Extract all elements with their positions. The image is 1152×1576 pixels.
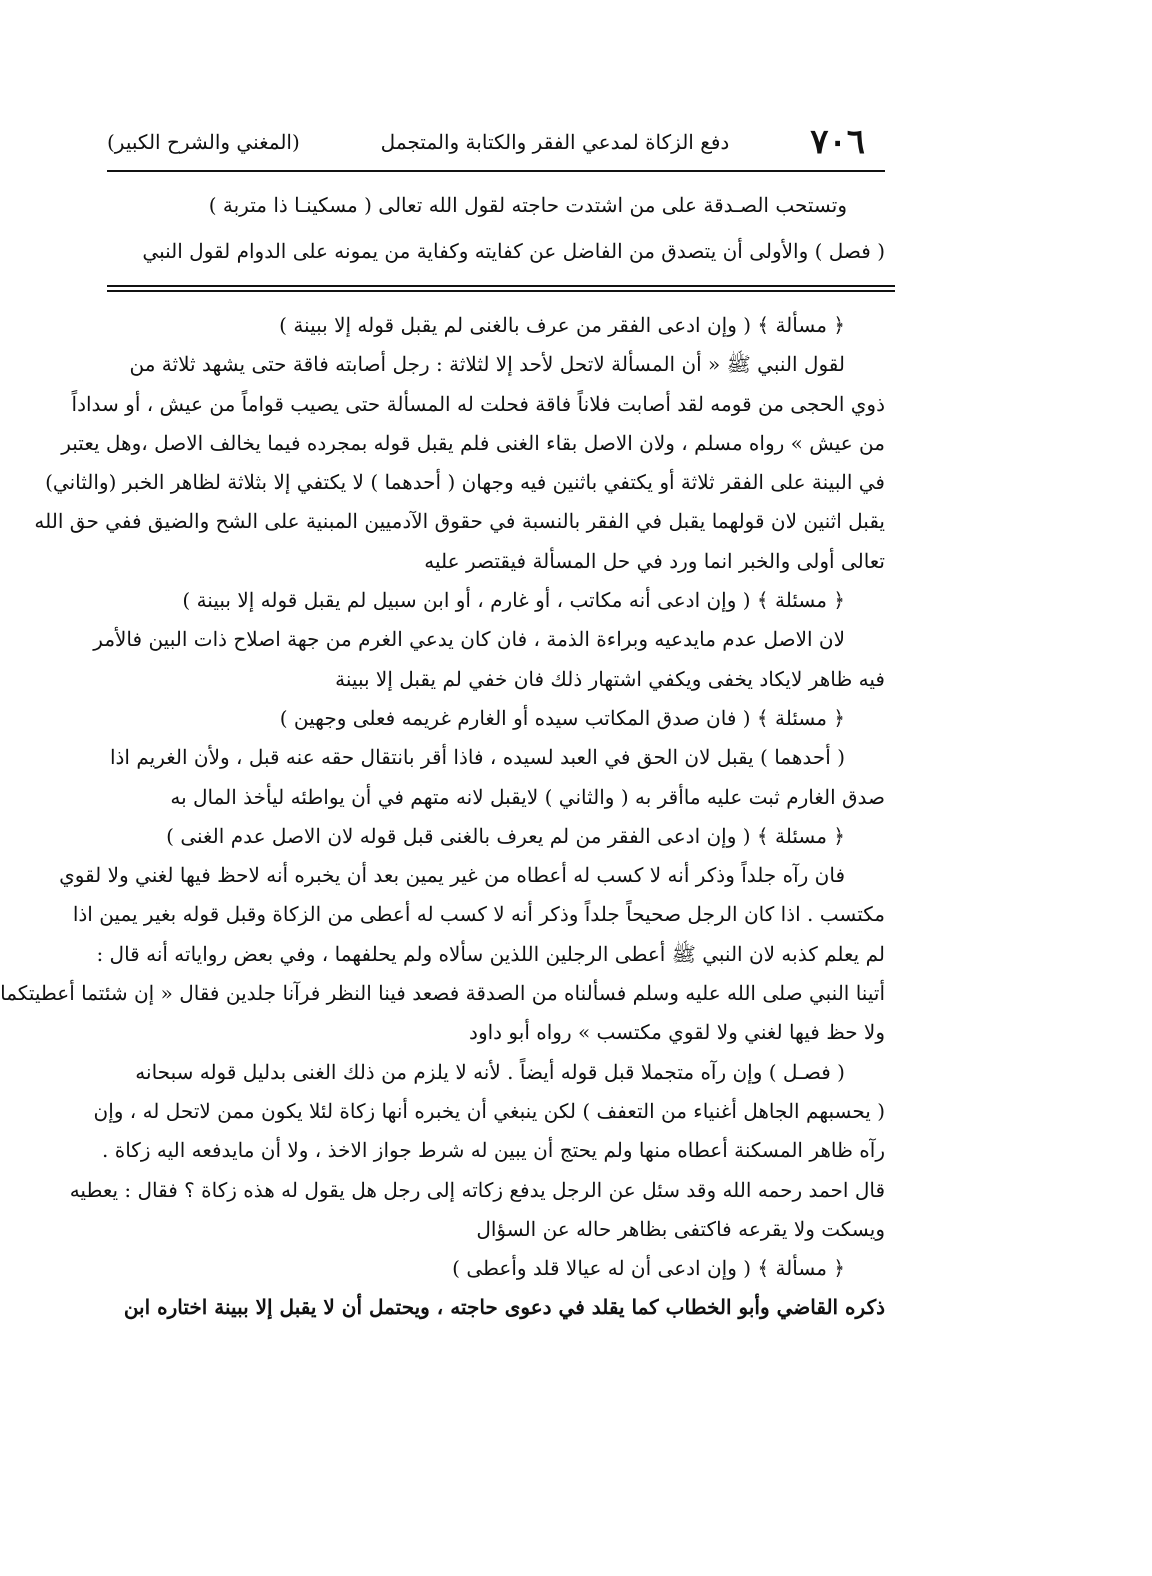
text-line: أتينا النبي صلى الله عليه وسلم فسألناه من الصدقة فصعد فينا النظر فرآنا جلدين فقال « إن شئتما أعطيتكما — [0, 981, 885, 1006]
page-number: ٧٠٦ — [810, 122, 865, 162]
text-line: فيه ظاهر لايكاد يخفى ويكفي اشتهار ذلك فان خفي لم يقبل إلا ببينة — [335, 666, 885, 691]
text-line: تعالى أولى والخبر انما ورد في حل المسألة فيقتصر عليه — [424, 548, 885, 573]
running-title: دفع الزكاة لمدعي الفقر والكتابة والمتجمل — [380, 130, 730, 154]
text-line: ( أحدهما ) يقبل لان الحق في العبد لسيده ، فاذا أقر بانتقال حقه عنه قبل ، ولأن الغريم اذا — [109, 745, 845, 770]
text-line: لقول النبي ﷺ « أن المسألة لاتحل لأحد إلا لثلاثة : رجل أصابته فاقة حتى يشهد ثلاثة من — [129, 352, 845, 377]
commentary-line: وتستحب الصـدقة على من اشتدت حاجته لقول الله تعالى ( مسكينـا ذا متربة ) — [208, 193, 847, 217]
text-line: رآه ظاهر المسكنة أعطاه منها ولم يحتج أن يبين له شرط جواز الاخذ ، ولا أن مايدفعه اليه زكاة . — [102, 1138, 885, 1163]
text-line: ذوي الحجى من قومه لقد أصابت فلاناً فاقة فحلت له المسألة حتى يصيب قواماً من عيش ، أو سداداً — [71, 391, 885, 416]
section-divider — [107, 285, 895, 295]
commentary-line: ( فصل ) والأولى أن يتصدق من الفاضل عن كفايته وكفاية من يمونه على الدوام لقول النبي — [142, 239, 885, 263]
text-line: ويسكت ولا يقرعه فاكتفى بظاهر حاله عن السؤال — [476, 1216, 885, 1241]
masala-heading: ﴿ مسئلة ﴾ ( وإن ادعى الفقر من لم يعرف بالغنى قبل قوله لان الاصل عدم الغنى ) — [166, 823, 845, 848]
masala-heading: ﴿ مسئلة ﴾ ( فان صدق المكاتب سيده أو الغارم غريمه فعلى وجهين ) — [279, 705, 845, 730]
text-line: لان الاصل عدم مايدعيه وبراءة الذمة ، فان كان يدعي الغرم من جهة اصلاح ذات البين فالأمر — [93, 627, 845, 652]
text-line: فان رآه جلداً وذكر أنه لا كسب له أعطاه من غير يمين بعد أن يخبره أنه لاحظ فيها لغني ولا لقوي — [59, 863, 845, 888]
main-text-block — [0, 306, 885, 1328]
text-line: ( فصـل ) وإن رآه متجملا قبل قوله أيضاً . لأنه لا يلزم من ذلك الغنى بدليل قوله سبحانه — [135, 1059, 845, 1084]
book-title: (المغني والشرح الكبير) — [107, 130, 300, 154]
page-header — [107, 118, 865, 166]
text-line: ولا حظ فيها لغني ولا لقوي مكتسب » رواه أبو داود — [469, 1020, 885, 1045]
text-line: من عيش » رواه مسلم ، ولان الاصل بقاء الغنى فلم يقبل قوله بمجرده فيما يخالف الاصل ،وهل يعتبر — [61, 430, 885, 455]
masala-heading: ﴿ مسألة ﴾ ( وإن ادعى الفقر من عرف بالغنى لم يقبل قوله إلا ببينة ) — [279, 313, 845, 337]
text-line: ( يحسبهم الجاهل أغنياء من التعفف ) لكن ينبغي أن يخبره أنها زكاة لئلا يكون ممن لاتحل له ، وإن — [93, 1098, 885, 1123]
text-line: صدق الغارم ثبت عليه ماأقر به ( والثاني ) لايقبل لانه متهم في أن يواطئه ليأخذ المال به — [170, 784, 885, 809]
text-line: مكتسب . اذا كان الرجل صحيحاً جلداً وذكر أنه لا كسب له أعطى من الزكاة وقبل قوله بغير يمين اذا — [72, 902, 885, 927]
text-line: قال احمد رحمه الله وقد سئل عن الرجل يدفع زكاته إلى رجل هل يقول له هذه زكاة ؟ فقال : يعطيه — [69, 1177, 885, 1202]
text-line: ذكره القاضي وأبو الخطاب كما يقلد في دعوى حاجته ، ويحتمل أن لا يقبل إلا ببينة اختاره ابن — [123, 1295, 885, 1320]
header-rule — [107, 170, 885, 172]
text-line: لم يعلم كذبه لان النبي ﷺ أعطى الرجلين اللذين سألاه ولم يحلفهما ، وفي بعض رواياته أنه قال : — [96, 941, 885, 966]
commentary-block — [107, 182, 885, 274]
text-line: في البينة على الفقر ثلاثة أو يكتفي باثنين فيه وجهان ( أحدهما ) لا يكتفي إلا بثلاثة لظاهر الخبر (والثاني) — [45, 470, 885, 495]
text-line: يقبل اثنين لان قولهما يقبل في الفقر بالنسبة في حقوق الآدميين المبنية على الشح والضيق ففي حق الله — [34, 509, 885, 534]
masala-heading: ﴿ مسئلة ﴾ ( وإن ادعى أنه مكاتب ، أو غارم ، أو ابن سبيل لم يقبل قوله إلا ببينة ) — [182, 588, 845, 613]
masala-heading: ﴿ مسألة ﴾ ( وإن ادعى أن له عيالا قلد وأعطى ) — [452, 1256, 845, 1281]
